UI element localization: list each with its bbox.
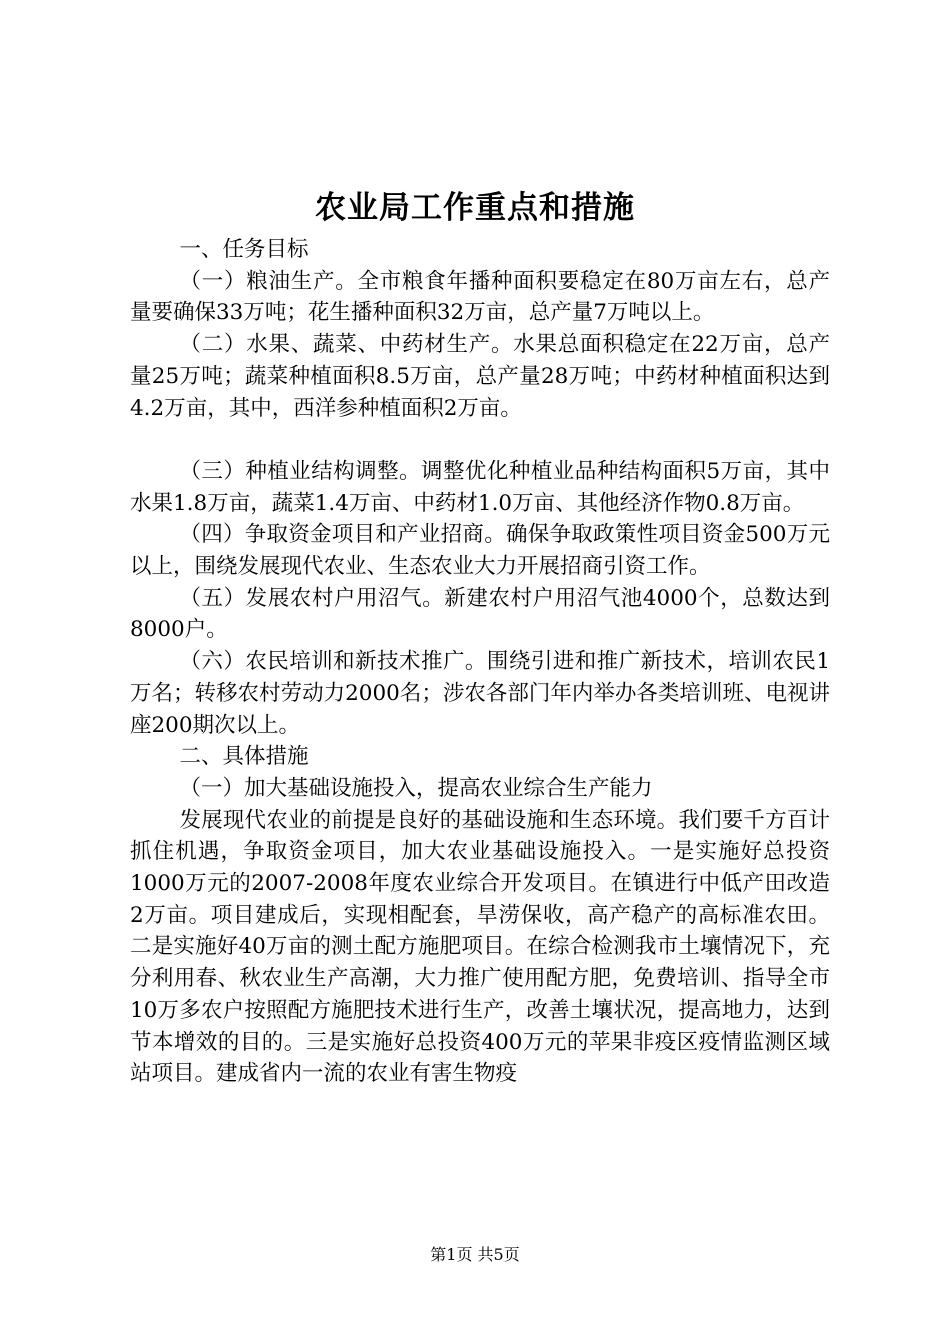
document-body (130, 234, 830, 1090)
document-title: 农业局工作重点和措施 (315, 190, 635, 226)
page-footer: 第1页 共5页 (430, 1245, 520, 1264)
paragraph: （六）农民培训和新技术推广。围绕引进和推广新技术，培训农民1万名；转移农村劳动力2000名；涉农各部门年内举办各类培训班、电视讲座200期次以上。 (130, 649, 830, 738)
section-heading: 一、任务目标 (179, 237, 309, 262)
paragraph: （三）种植业结构调整。调整优化种植业品种结构面积5万亩，其中水果1.8万亩，蔬菜1.4万亩、中药材1.0万亩、其他经济作物0.8万亩。 (130, 458, 830, 516)
paragraph: （二）水果、蔬菜、中药材生产。水果总面积稳定在22万亩，总产量25万吨；蔬菜种植面积8.5万亩，总产量28万吨；中药材种植面积达到4.2万亩，其中，西洋参种植面积2万亩。 (130, 332, 830, 421)
paragraph: （五）发展农村户用沼气。新建农村户用沼气池4000个，总数达到8000户。 (130, 585, 830, 643)
paragraph: （四）争取资金项目和产业招商。确保争取政策性项目资金500万元以上，围绕发展现代农业、生态农业大力开展招商引资工作。 (130, 522, 830, 580)
paragraph: 发展现代农业的前提是良好的基础设施和生态环境。我们要千方百计抓住机遇，争取资金项目，加大农业基础设施投入。一是实施好总投资1000万元的2007-2008年度农业综合开发项目。在镇进行中低产田改造2万亩。项目建成后，实现相配套，旱涝保收，高产稳产的高标准农田。二是实施好40万亩的测土配方施肥项目。在综合检测我市土壤情况下，充分利用春、秋农业生产高潮，大力推广使用配方肥，免费培训、指导全市10万多农户按照配方施肥技术进行生产，改善土壤状况，提高地力，达到节本增效的目的。三是实施好总投资400万元的苹果非疫区疫情监测区域站项目。建成省内一流的农业有害生物疫 (130, 807, 830, 1087)
section-heading: 二、具体措施 (179, 744, 309, 770)
paragraph: （一）粮油生产。全市粮食年播种面积要稳定在80万亩左右，总产量要确保33万吨；花生播种面积32万亩，总产量7万吨以上。 (130, 268, 830, 326)
subsection-heading: （一）加大基础设施投入，提高农业综合生产能力 (179, 775, 653, 801)
